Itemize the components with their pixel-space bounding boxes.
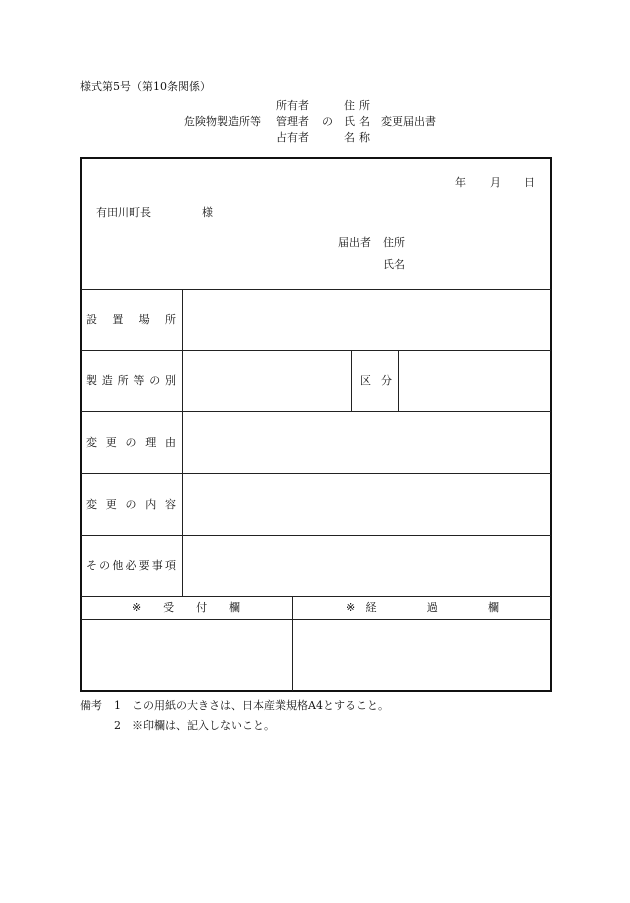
date-year-label: 年 (455, 176, 466, 189)
date-month-label: 月 (490, 176, 501, 189)
row-label-other-matters: そ の 他 必 要 事 項 (86, 559, 176, 572)
addressee-honorific: 様 (202, 206, 213, 219)
footer-column-divider (292, 597, 293, 691)
facility-type-field[interactable] (183, 351, 351, 411)
title-particle: の (322, 115, 333, 128)
progress-column-header: ※ 経 過 欄 (346, 601, 499, 614)
row-label-installation-site: 設 置 場 所 (86, 313, 176, 326)
division-label-left (351, 350, 352, 411)
field-title: 名称 (344, 131, 374, 144)
role-owner: 所有者 (276, 99, 309, 112)
note-number: 2 (114, 719, 121, 732)
addressee-name: 有田川町長 (96, 206, 151, 219)
title-suffix: 変更届出書 (381, 115, 436, 128)
installation-site-field[interactable] (183, 290, 551, 350)
row-divider (81, 596, 551, 597)
row-label-facility-type: 製 造 所 等 の 別 (86, 374, 176, 387)
change-content-field[interactable] (183, 474, 551, 535)
row-divider (81, 619, 551, 620)
date-day-label: 日 (524, 176, 535, 189)
role-occupant: 占有者 (276, 131, 309, 144)
field-name: 氏名 (344, 115, 374, 128)
notifier-label: 届出者 (338, 236, 371, 249)
notes-label: 備考 (80, 699, 102, 712)
form-number: 様式第5号（第10条関係） (80, 80, 211, 93)
change-reason-field[interactable] (183, 412, 551, 473)
title-prefix: 危険物製造所等 (184, 115, 261, 128)
note-number: 1 (114, 699, 121, 712)
reception-column-header: ※ 受 付 欄 (132, 601, 240, 614)
notifier-name-label: 氏名 (383, 258, 405, 271)
notifier-address-label: 住所 (383, 236, 405, 249)
note-text: ※印欄は、記入しないこと。 (132, 719, 275, 732)
row-label-change-reason: 変 更 の 理 由 (86, 436, 176, 449)
field-address: 住所 (344, 99, 374, 112)
division-field[interactable] (399, 351, 551, 411)
note-text: この用紙の大きさは、日本産業規格A4とすること。 (132, 699, 389, 712)
role-manager: 管理者 (276, 115, 309, 128)
division-label: 区 分 (360, 374, 392, 387)
row-label-change-content: 変 更 の 内 容 (86, 498, 176, 511)
other-matters-field[interactable] (183, 536, 551, 596)
